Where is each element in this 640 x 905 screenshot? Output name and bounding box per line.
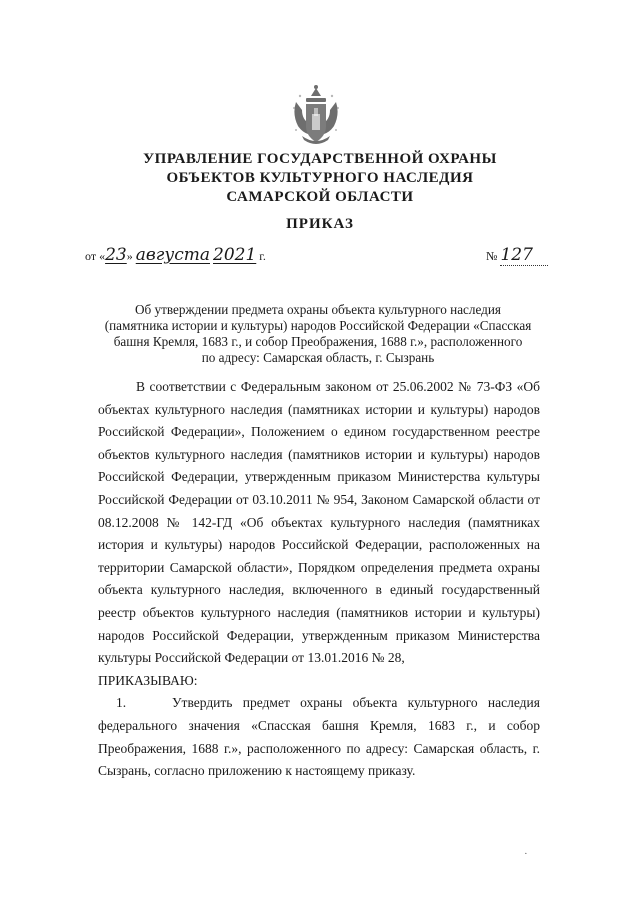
date-suffix: г. bbox=[259, 249, 266, 263]
order-date bbox=[85, 245, 266, 265]
org-line: САМАРСКОЙ ОБЛАСТИ bbox=[226, 189, 414, 205]
org-line: УПРАВЛЕНИЕ ГОСУДАРСТВЕННОЙ ОХРАНЫ bbox=[143, 151, 497, 167]
number-label: № bbox=[486, 249, 498, 263]
date-prefix: от « bbox=[85, 249, 106, 263]
order-item-1 bbox=[98, 692, 540, 782]
coat-of-arms-icon bbox=[288, 84, 344, 148]
order-number bbox=[486, 245, 548, 266]
subject-line: башня Кремля, 1683 г., и собор Преображения, 1688 г.», расположенного bbox=[113, 334, 523, 349]
organization-name bbox=[0, 150, 640, 207]
date-day: 23 bbox=[105, 245, 127, 265]
subject-line: по адресу: Самарская область, г. Сызрань bbox=[201, 350, 435, 365]
subject-line: (памятника истории и культуры) народов Российской Федерации «Спасская bbox=[104, 318, 532, 333]
order-body bbox=[98, 376, 540, 783]
page-mark: · bbox=[524, 848, 528, 860]
date-sep: » bbox=[126, 249, 133, 263]
decree-word: ПРИКАЗЫВАЮ: bbox=[98, 672, 198, 688]
item-number: 1. bbox=[116, 695, 127, 711]
number-value: 127 bbox=[500, 245, 548, 266]
preamble-paragraph: В соответствии с Федеральным законом от 25.06.2002 № 73-ФЗ «Об объектах культурного наследия (памятниках истории и культуры) народов Российской Федерации», Положением о едином государственном реестре объектов культурного наследия (памятников истории и культуры) народов Российской Федерации, утвержденным приказом Министерства культуры Российской Федерации от 03.10.2011 № 954, Законом Самарской области от 08.12.2008 № 142-ГД «Об объектах культурного наследия (памятниках история и культуры) народов Российской Федерации, расположенных на территории Самарской области», Порядком определения предмета охраны объекта культурного наследия, включенного в единый государственный реестр объектов культурного наследия (памятников истории и культуры) народов Российской Федерации, утвержденным приказом Министерства культуры Российской Федерации от 13.01.2016 № 28, bbox=[98, 379, 540, 666]
date-month: августа bbox=[135, 245, 210, 265]
order-title: ПРИКАЗ bbox=[286, 216, 354, 232]
order-subject bbox=[98, 302, 538, 366]
subject-line: Об утверждении предмета охраны объекта культурного наследия bbox=[135, 302, 501, 317]
date-year: 2021 bbox=[213, 245, 257, 265]
org-line: ОБЪЕКТОВ КУЛЬТУРНОГО НАСЛЕДИЯ bbox=[166, 170, 474, 186]
item-text: Утвердить предмет охраны объекта культурного наследия федерального значения «Спасская башня Кремля, 1683 г., и собор Преображения, 1688 г.», расположенного по адресу: Самарская область, г. Сызрань, согласно приложению к настоящему приказу. bbox=[98, 695, 540, 779]
